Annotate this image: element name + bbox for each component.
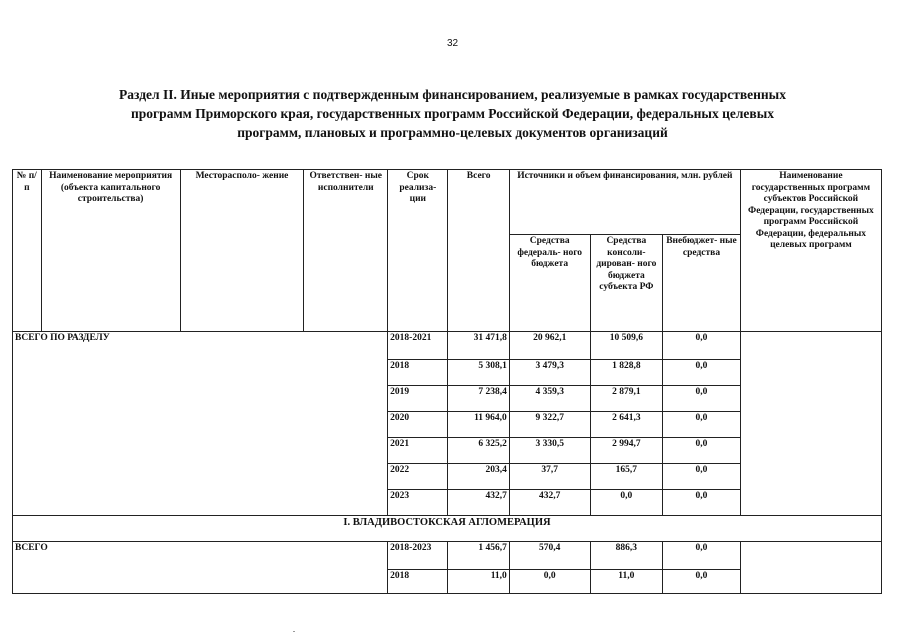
federal-cell: 9 322,7 [509, 412, 590, 438]
extrabudget-cell: 0,0 [663, 386, 741, 412]
section-heading-row [13, 516, 882, 542]
term-cell: 2020 [388, 412, 448, 438]
scan-mark [293, 631, 295, 632]
term-cell: 2021 [388, 438, 448, 464]
section-title [40, 85, 865, 142]
header-location: Месторасполо- жение [180, 170, 304, 332]
consolidated-cell: 886,3 [590, 542, 663, 570]
title-line: программ Приморского края, государственных программ Российской Федерации, федеральных целевых [131, 106, 774, 121]
extrabudget-cell: 0,0 [663, 542, 741, 570]
term-cell: 2018 [388, 570, 448, 594]
total-cell: 11,0 [448, 570, 509, 594]
consolidated-cell: 10 509,6 [590, 332, 663, 360]
federal-cell: 0,0 [509, 570, 590, 594]
term-cell: 2018-2023 [388, 542, 448, 570]
total-cell: 6 325,2 [448, 438, 509, 464]
total-cell: 11 964,0 [448, 412, 509, 438]
federal-cell: 20 962,1 [509, 332, 590, 360]
federal-cell: 570,4 [509, 542, 590, 570]
term-cell: 2023 [388, 490, 448, 516]
federal-cell: 37,7 [509, 464, 590, 490]
federal-cell: 432,7 [509, 490, 590, 516]
federal-cell: 3 330,5 [509, 438, 590, 464]
financing-table [12, 169, 882, 594]
extrabudget-cell: 0,0 [663, 570, 741, 594]
term-cell: 2019 [388, 386, 448, 412]
term-cell: 2022 [388, 464, 448, 490]
table-row [13, 542, 882, 570]
total-cell: 31 471,8 [448, 332, 509, 360]
consolidated-cell: 0,0 [590, 490, 663, 516]
header-name: Наименование мероприятия (объекта капитального строительства) [41, 170, 180, 332]
header-num: № п/п [13, 170, 42, 332]
term-cell: 2018 [388, 360, 448, 386]
title-line: Раздел II. Иные мероприятия с подтвержденным финансированием, реализуемые в рамках государственных [119, 87, 786, 102]
page-number: 32 [446, 38, 459, 49]
total-cell: 432,7 [448, 490, 509, 516]
consolidated-cell: 2 641,3 [590, 412, 663, 438]
header-term: Срок реализа- ции [388, 170, 448, 332]
header-programs: Наименование государственных программ субъектов Российской Федерации, государственных программ Российской Федерации, федеральных целевых программ [740, 170, 881, 332]
vladivostok-total-label: ВСЕГО [13, 542, 388, 594]
header-extrabudget: Внебюджет- ные средства [663, 235, 741, 332]
consolidated-cell: 2 994,7 [590, 438, 663, 464]
consolidated-cell: 2 879,1 [590, 386, 663, 412]
consolidated-cell: 11,0 [590, 570, 663, 594]
extrabudget-cell: 0,0 [663, 464, 741, 490]
extrabudget-cell: 0,0 [663, 412, 741, 438]
total-cell: 7 238,4 [448, 386, 509, 412]
table-row [13, 332, 882, 360]
header-consolidated: Средства консоли- дирован- ного бюджета субъекта РФ [590, 235, 663, 332]
federal-cell: 3 479,3 [509, 360, 590, 386]
extrabudget-cell: 0,0 [663, 490, 741, 516]
header-sources: Источники и объем финансирования, млн. рублей [509, 170, 740, 235]
consolidated-cell: 165,7 [590, 464, 663, 490]
total-cell: 5 308,1 [448, 360, 509, 386]
programs-cell [740, 542, 881, 594]
extrabudget-cell: 0,0 [663, 360, 741, 386]
extrabudget-cell: 0,0 [663, 438, 741, 464]
programs-cell [740, 332, 881, 516]
total-cell: 203,4 [448, 464, 509, 490]
federal-cell: 4 359,3 [509, 386, 590, 412]
consolidated-cell: 1 828,8 [590, 360, 663, 386]
section-heading: I. ВЛАДИВОСТОКСКАЯ АГЛОМЕРАЦИЯ [13, 516, 882, 542]
total-cell: 1 456,7 [448, 542, 509, 570]
header-federal: Средства федераль- ного бюджета [509, 235, 590, 332]
section-total-label: ВСЕГО ПО РАЗДЕЛУ [13, 332, 388, 516]
term-cell: 2018-2021 [388, 332, 448, 360]
extrabudget-cell: 0,0 [663, 332, 741, 360]
title-line: программ, плановых и программно-целевых документов организаций [237, 125, 668, 140]
header-executors: Ответствен- ные исполнители [304, 170, 388, 332]
header-total: Всего [448, 170, 509, 332]
